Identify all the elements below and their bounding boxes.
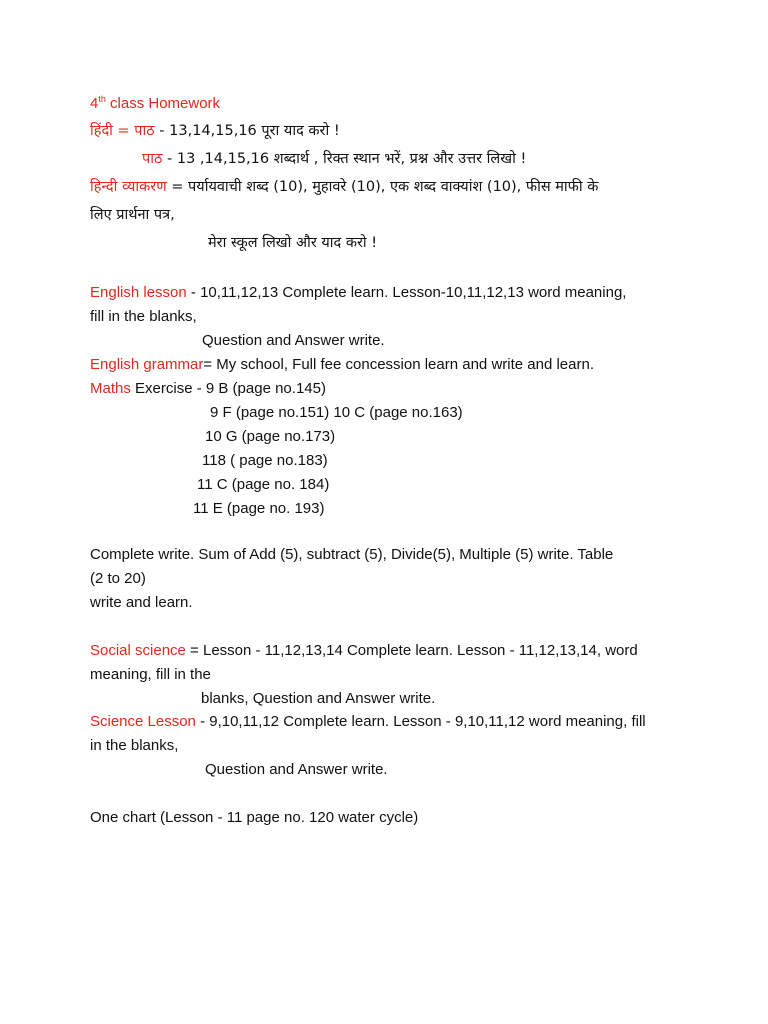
social-science-line-1 [90, 641, 638, 661]
english-grammar-text: = My school, Full fee concession learn and write and learn. [203, 356, 594, 373]
document-title [90, 94, 220, 114]
social-science-line-2: meaning, fill in the [90, 666, 211, 683]
hindi-line-2 [142, 149, 526, 169]
english-grammar-line [90, 355, 594, 375]
hindi-line-2-text: - 13 ,14,15,16 शब्दार्थ , रिक्त स्थान भरें, प्रश्न और उत्तर लिखो ! [162, 151, 527, 167]
maths-label: Maths [90, 380, 131, 397]
science-lesson-line-1 [90, 712, 646, 732]
hindi-grammar-label: हिन्दी व्याकरण [90, 179, 167, 195]
maths-exercise-row: 10 G (page no.173) [205, 428, 336, 445]
hindi-grammar-line-3: मेरा स्कूल लिखो और याद करो ! [208, 235, 378, 251]
maths-exercise-row: 9 F (page no.151) 10 C (page no.163) [210, 404, 463, 421]
maths-line-1-text: Exercise - 9 B (page no.145) [130, 380, 326, 397]
english-grammar-label: English grammar [90, 356, 204, 373]
complete-write-line-2: (2 to 20) [90, 570, 146, 587]
maths-line-1 [90, 379, 326, 399]
title-superscript: th [98, 94, 106, 104]
social-science-line-1-text: = Lesson - 11,12,13,14 Complete learn. Lesson - 11,12,13,14, word [185, 642, 638, 659]
maths-exercise-row: 11 E (page no. 193) [193, 500, 325, 517]
maths-exercise-row: 11 C (page no. 184) [197, 476, 330, 493]
english-lesson-line-3: Question and Answer write. [202, 332, 385, 349]
hindi-line-1-text: - 13,14,15,16 पूरा याद करो ! [154, 123, 340, 139]
path-label: पाठ [142, 151, 163, 167]
science-lesson-line-1-text: - 9,10,11,12 Complete learn. Lesson - 9,10,11,12 word meaning, fill [195, 713, 646, 730]
hindi-grammar-line-1 [90, 177, 598, 197]
hindi-grammar-line-2: लिए प्रार्थना पत्र, [90, 207, 175, 223]
social-science-line-3: blanks, Question and Answer write. [201, 690, 436, 707]
english-lesson-line-1 [90, 283, 626, 303]
title-number: 4 [90, 95, 99, 112]
hindi-line-1 [90, 121, 340, 141]
english-lesson-line-2: fill in the blanks, [90, 308, 197, 325]
hindi-grammar-line-1-text: = पर्यायवाची शब्द (10), मुहावरे (10), एक शब्द वाक्यांश (10), फीस माफी के [166, 179, 599, 195]
science-lesson-line-3: Question and Answer write. [205, 761, 388, 778]
english-lesson-line-1-text: - 10,11,12,13 Complete learn. Lesson-10,11,12,13 word meaning, [186, 284, 627, 301]
science-lesson-label: Science Lesson [90, 713, 196, 730]
hindi-label: हिंदी = पाठ [90, 123, 155, 139]
chart-note: One chart (Lesson - 11 page no. 120 water cycle) [90, 809, 419, 826]
english-lesson-label: English lesson [90, 284, 187, 301]
complete-write-line-3: write and learn. [90, 594, 193, 611]
social-science-label: Social science [90, 642, 186, 659]
maths-exercise-row: 118 ( page no.183) [202, 452, 328, 469]
complete-write-line-1: Complete write. Sum of Add (5), subtract (5), Divide(5), Multiple (5) write. Table [90, 546, 614, 563]
science-lesson-line-2: in the blanks, [90, 737, 179, 754]
title-text: class Homework [105, 95, 221, 112]
